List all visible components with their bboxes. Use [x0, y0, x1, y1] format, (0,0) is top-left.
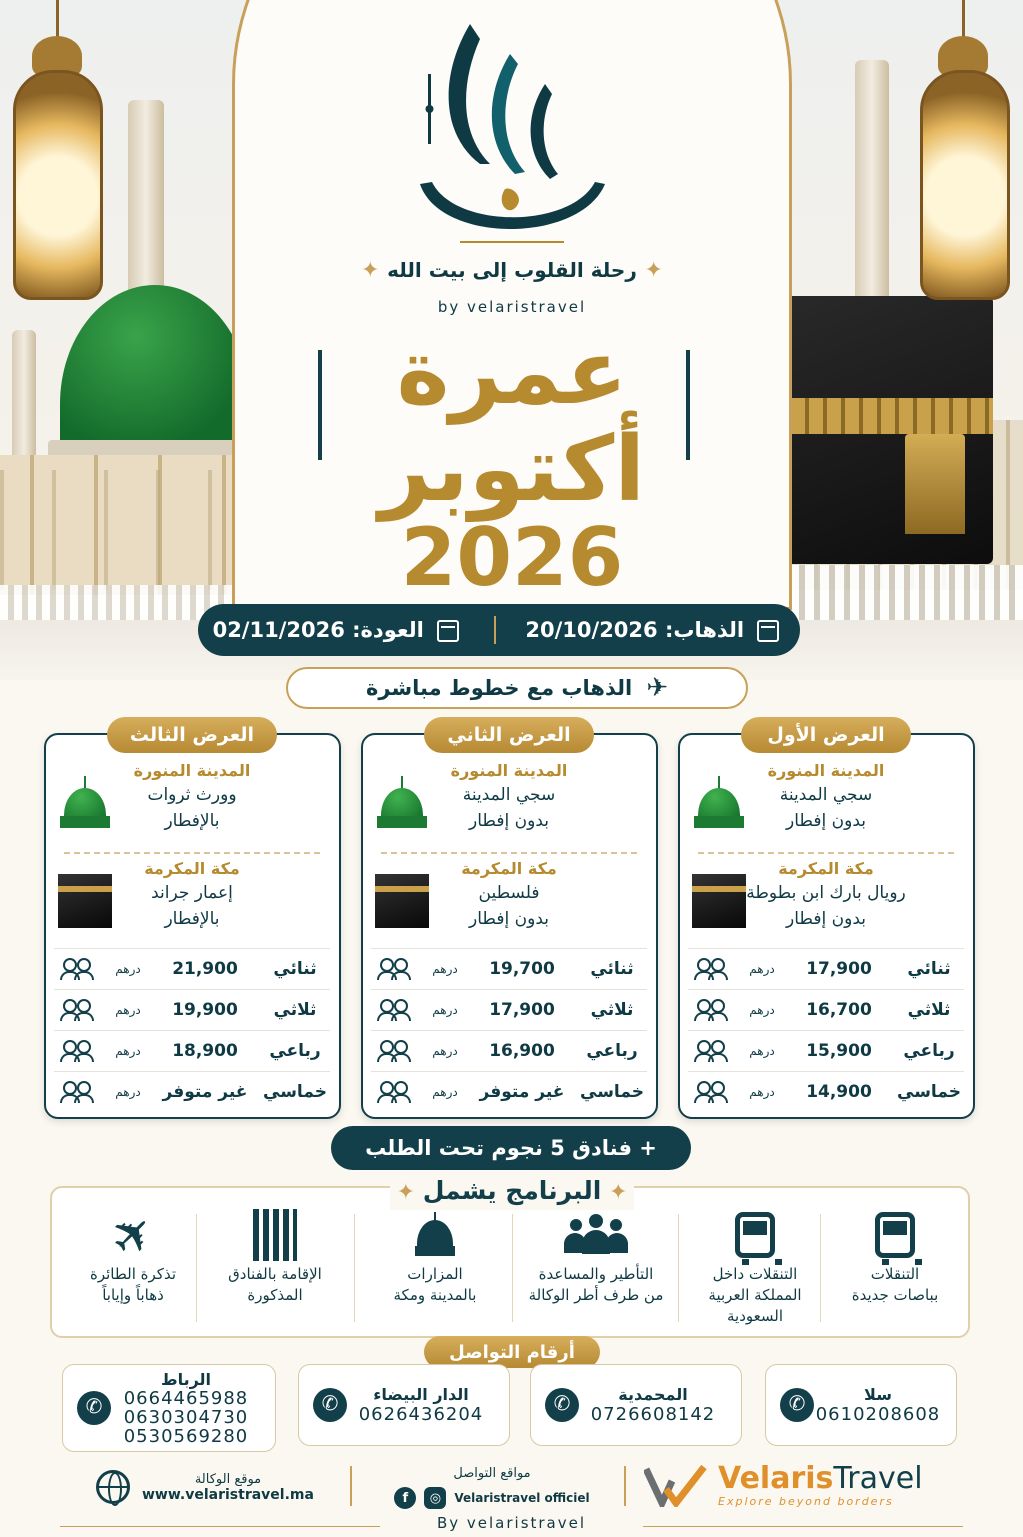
title-month: أكتوبر: [378, 417, 646, 522]
people-icon: [694, 1040, 730, 1062]
direct-flight-note: ✈ الذهاب مع خطوط مباشرة: [286, 667, 748, 709]
phone-icon[interactable]: [77, 1391, 111, 1425]
footer-byline: By velaristravel: [380, 1514, 643, 1532]
program-divider: [678, 1214, 679, 1322]
medina-hotel: المدينة المنورة سجي المدينة بدون إفطار: [375, 760, 643, 846]
medina-hotel: المدينة المنورة وورث ثروات بالإفطار: [58, 760, 326, 846]
price-row: ثلاثي 19,900 درهم: [54, 989, 330, 1030]
brand-tagline: ✦ رحلة القلوب إلى بيت الله ✦: [361, 258, 663, 283]
wisal-logo-icon: [400, 14, 624, 254]
ornament-icon: ✦: [601, 1180, 628, 1205]
mecca-hotel: مكة المكرمة فلسطين بدون إفطار: [375, 858, 643, 944]
departure-date: الذهاب: 20/10/2026: [525, 618, 785, 642]
phone-icon[interactable]: [545, 1388, 579, 1422]
calendar-icon: [757, 620, 779, 642]
program-item-guidance: التأطير والمساعدة من طرف أطر الوكالة: [516, 1206, 676, 1332]
minaret-left-3: [12, 330, 36, 460]
offer-title: العرض الثاني: [424, 717, 594, 753]
social-handle[interactable]: Velaristravel officiel: [454, 1491, 590, 1505]
mosque-icon: [415, 1212, 455, 1258]
mecca-hotel: مكة المكرمة رويال بارك ابن بطوطة بدون إفطار: [692, 858, 960, 944]
contact-card-casablanca: ✆ الدار البيضاء 0626436204: [298, 1364, 510, 1446]
contact-card-mohammedia: ✆ المحمدية 0726608142: [530, 1364, 742, 1446]
five-star-hotels-note: + فنادق 5 نجوم تحت الطلب: [331, 1126, 691, 1170]
card-divider: [381, 852, 637, 854]
medina-hotel: المدينة المنورة سجي المدينة بدون إفطار: [692, 760, 960, 846]
price-row: خماسي غير متوفر درهم: [371, 1071, 647, 1112]
ornament-icon: ✦: [636, 258, 663, 283]
price-row: رباعي 16,900 درهم: [371, 1030, 647, 1071]
program-divider: [354, 1214, 355, 1322]
program-item-flight-ticket: ✈ تذكرة الطائرة ذهاباً وإياباً: [89, 1199, 176, 1304]
website-block: موقع الوكالة www.velaristravel.ma: [96, 1470, 336, 1504]
price-row: ثنائي 17,900 درهم: [688, 948, 964, 989]
group-icon: [564, 1214, 628, 1256]
green-dome-icon: [692, 774, 746, 830]
price-row: رباعي 15,900 درهم: [688, 1030, 964, 1071]
company-name-b: Travel: [833, 1460, 923, 1496]
price-row: خماسي 14,900 درهم: [688, 1071, 964, 1112]
lantern-chain-left: [56, 0, 59, 40]
lantern-chain-right: [962, 0, 965, 40]
title-umrah: عمرة: [396, 320, 628, 425]
price-row: ثلاثي 16,700 درهم: [688, 989, 964, 1030]
program-item-transport: التنقلات بباصات جديدة: [820, 1206, 970, 1332]
lantern-left-icon: [13, 70, 103, 300]
dates-bar: [198, 604, 800, 656]
offer-title: العرض الأول: [741, 717, 911, 753]
people-icon: [377, 999, 413, 1021]
people-icon: [60, 999, 96, 1021]
offer-title: العرض الثالث: [107, 717, 277, 753]
card-divider: [698, 852, 954, 854]
program-item-visits: المزارات بالمدينة ومكة: [360, 1206, 510, 1332]
company-slogan: Explore beyond borders: [718, 1494, 894, 1508]
people-icon: [377, 1040, 413, 1062]
bus-icon: [735, 1212, 775, 1258]
footer-divider: [350, 1466, 352, 1506]
velaris-logo: [644, 1458, 934, 1512]
price-row: ثنائي 19,700 درهم: [371, 948, 647, 989]
contact-card-rabat: ✆ الرباط 0664465988 0630304730 0530569280: [62, 1364, 276, 1452]
website-link[interactable]: www.velaristravel.ma: [142, 1486, 314, 1503]
kaaba-icon: [375, 874, 429, 928]
ornament-left-line: [318, 350, 322, 460]
social-block: مواقع التواصل f ◎ Velaristravel officiel: [382, 1466, 602, 1509]
calendar-icon: [437, 620, 459, 642]
price-row: رباعي 18,900 درهم: [54, 1030, 330, 1071]
facebook-icon[interactable]: f: [394, 1487, 416, 1509]
instagram-icon[interactable]: ◎: [424, 1487, 446, 1509]
people-icon: [60, 1040, 96, 1062]
globe-icon: [96, 1470, 130, 1504]
program-item-hotels: الإقامة بالفنادق المذكورة: [200, 1206, 350, 1332]
kaaba-door: [905, 434, 965, 534]
green-dome-icon: [58, 774, 112, 830]
kaaba-icon: [692, 874, 746, 928]
velaris-v-icon: [644, 1463, 708, 1507]
contact-card-sale: ✆ سلا 0610208608: [765, 1364, 957, 1446]
price-row: ثلاثي 17,900 درهم: [371, 989, 647, 1030]
ornament-right-line: [686, 350, 690, 460]
ornament-icon: ✦: [361, 258, 388, 283]
people-icon: [694, 999, 730, 1021]
people-icon: [60, 958, 96, 980]
airplane-icon: ✈: [646, 673, 668, 703]
bus-icon: [875, 1212, 915, 1258]
lantern-right-icon: [920, 70, 1010, 300]
mecca-hotel: مكة المكرمة إعمار جراند بالإفطار: [58, 858, 326, 944]
people-icon: [377, 958, 413, 980]
footer-divider: [624, 1466, 626, 1506]
program-title: ✦ البرنامج يشمل ✦: [390, 1176, 634, 1210]
company-name-a: Velaris: [718, 1460, 834, 1496]
people-icon: [694, 1081, 730, 1103]
price-row: ثنائي 21,900 درهم: [54, 948, 330, 989]
title-year: 2026: [400, 511, 624, 604]
card-divider: [64, 852, 320, 854]
green-dome-icon: [375, 774, 429, 830]
people-icon: [377, 1081, 413, 1103]
airplane-icon: ✈: [97, 1199, 169, 1271]
brand-byline: by velaristravel: [437, 298, 587, 316]
people-icon: [60, 1081, 96, 1103]
kaaba-icon: [58, 874, 112, 928]
program-item-saudi-transport: التنقلات داخل المملكة العربية السعودية: [680, 1206, 830, 1332]
program-divider: [512, 1214, 513, 1322]
return-date: العودة: 02/11/2026: [213, 618, 466, 642]
dates-separator: [494, 616, 496, 644]
ornament-icon: ✦: [396, 1180, 423, 1205]
phone-icon[interactable]: [780, 1388, 814, 1422]
price-row: خماسي غير متوفر درهم: [54, 1071, 330, 1112]
phone-icon[interactable]: [313, 1388, 347, 1422]
people-icon: [694, 958, 730, 980]
building-icon: [253, 1209, 297, 1261]
contact-title: أرقام التواصل: [424, 1336, 600, 1368]
